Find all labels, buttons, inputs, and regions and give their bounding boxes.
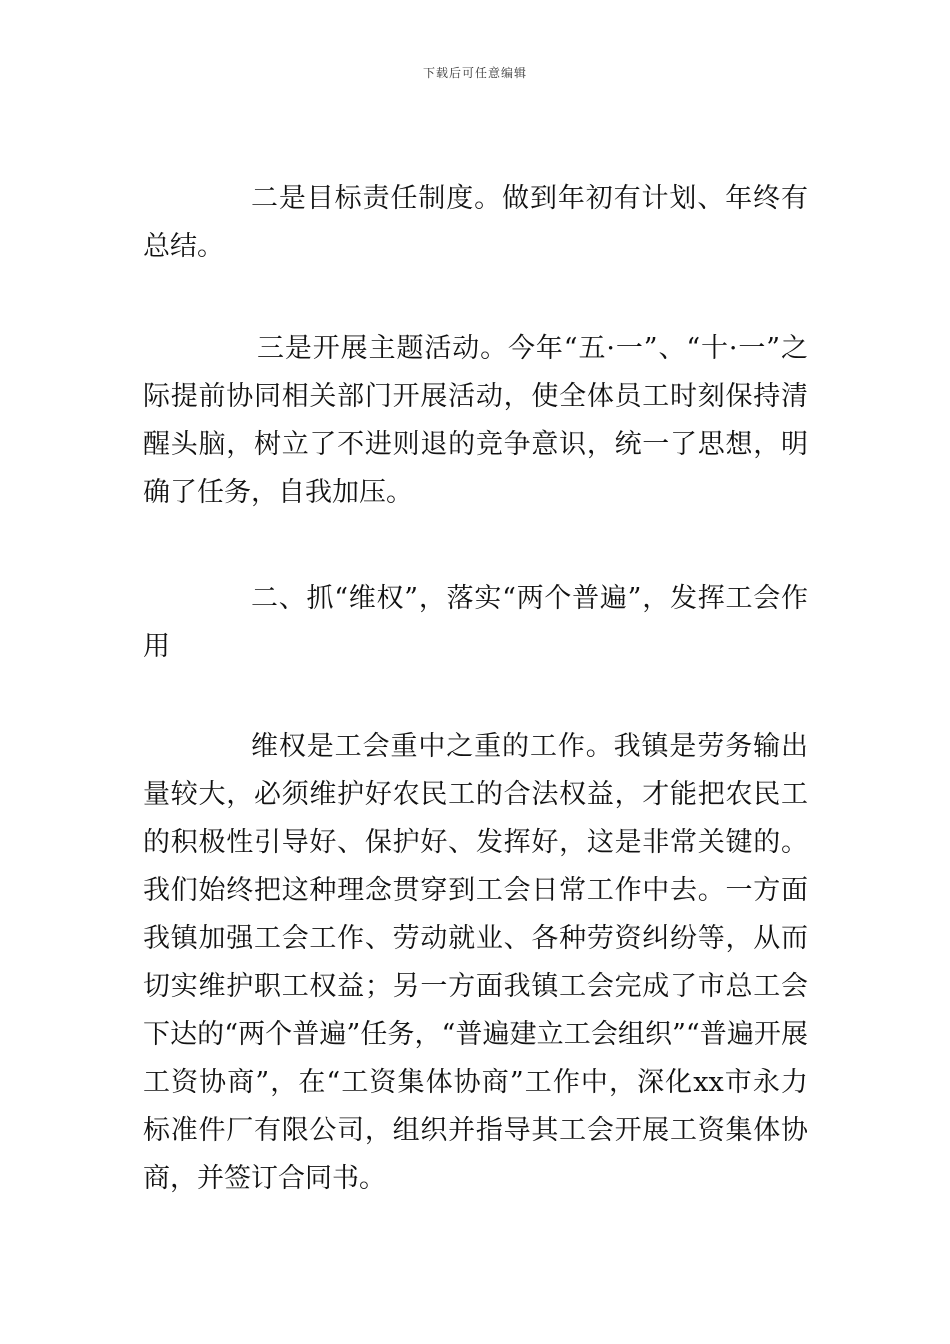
paragraph-target-responsibility: 二是目标责任制度。做到年初有计划、年终有总结。: [143, 183, 808, 262]
section-heading-rights: 二、抓“维权”，落实“两个普遍”，发挥工会作用: [143, 583, 808, 662]
page-header: 下载后可任意编辑: [422, 66, 527, 80]
paragraph-rights-protection: 维权是工会重中之重的工作。我镇是劳务输出量较大，必须维护好农民工的合法权益，才能把农民工的积极性引导好、保护好、发挥好，这是非常关键的。我们始终把这种理念贯穿到工会日常工作中去。一方面我镇加强工会工作、劳动就业、各种劳资纠纷等，从而切实维护职工权益；另一方面我镇工会完成了市总工会下达的“两个普遍”任务，“普遍建立工会组织”“普遍开展工资协商”，在“工资集体协商”工作中，深化xx市永力标准件厂有限公司，组织并指导其工会开展工资集体协商，并签订合同书。: [143, 731, 808, 1194]
paragraph-theme-activities: 三是开展主题活动。今年“五·一”、“十·一”之际提前协同相关部门开展活动，使全体员工时刻保持清醒头脑，树立了不进则退的竞争意识，统一了思想，明确了任务，自我加压。: [143, 333, 808, 508]
